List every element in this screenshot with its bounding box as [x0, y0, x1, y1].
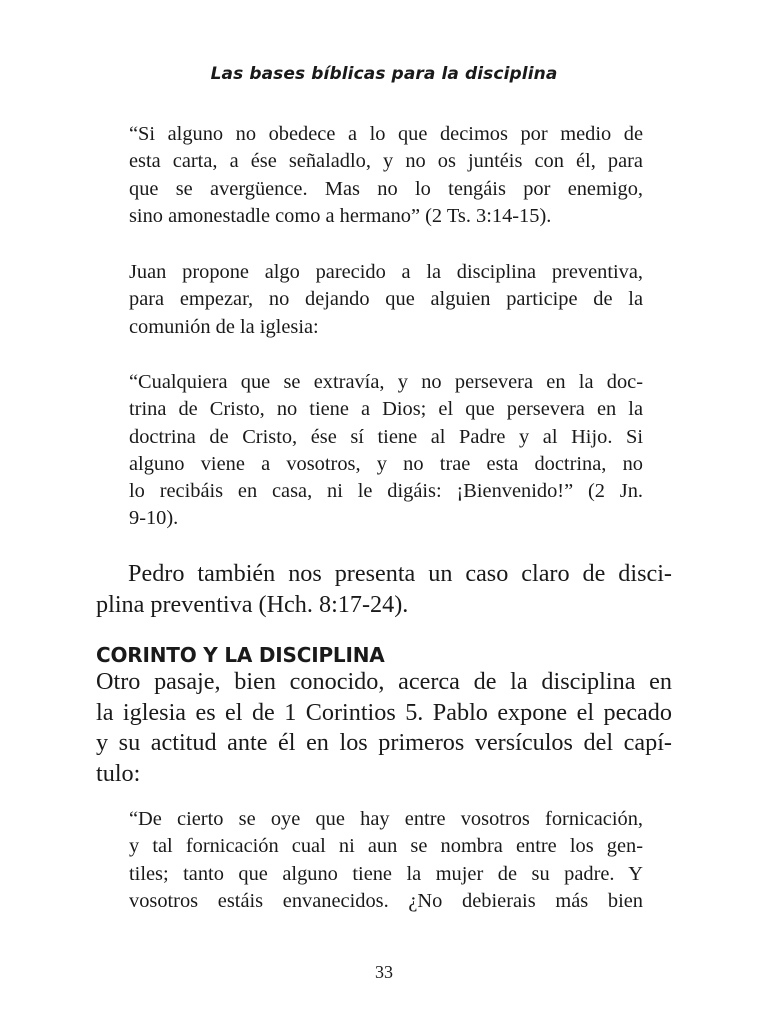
text-line: lo recibáis en casa, ni le digáis: ¡Bienvenido!” (2 Jn. [129, 480, 643, 503]
block-quote-john [129, 369, 643, 533]
page-number: 33 [375, 962, 393, 982]
text-line: “Cualquiera que se extravía, y no persevera en la doc- [129, 371, 643, 393]
text-line: tiles; tanto que alguno tiene la mujer de su padre. Y [129, 862, 643, 885]
text-line: alguno viene a vosotros, y no trae esta doctrina, no [129, 452, 643, 475]
text-line: doctrina de Cristo, ése sí tiene al Padre y al Hijo. Si [129, 425, 643, 448]
text-line: “Si alguno no obedece a lo que decimos por medio de [129, 123, 643, 145]
text-line: “De cierto se oye que hay entre vosotros fornicación, [129, 808, 643, 830]
text-line: vosotros estáis envanecidos. ¿No debierais más bien [129, 889, 643, 912]
text-line: Otro pasaje, bien conocido, acerca de la disciplina en [96, 668, 672, 695]
paragraph-juan [129, 259, 643, 341]
text-line: y su actitud ante él en los primeros versículos del capí- [96, 729, 672, 756]
block-quote-corinthians [129, 806, 643, 915]
running-head: Las bases bíblicas para la disciplina [210, 64, 558, 84]
text-line: sino amonestadle como a hermano” (2 Ts. 3:14-15). [129, 204, 552, 227]
text-line: comunión de la iglesia: [129, 315, 319, 338]
text-line: para empezar, no dejando que alguien participe de la [129, 288, 643, 311]
text-line: plina preventiva (Hch. 8:17-24). [96, 590, 409, 618]
text-line: Pedro también nos presenta un caso claro de disci- [128, 560, 672, 587]
text-line: esta carta, a ése señaladlo, y no os juntéis con él, para [129, 150, 643, 173]
paragraph-pedro [96, 559, 672, 620]
text-line: tulo: [96, 759, 141, 787]
text-line: trina de Cristo, no tiene a Dios; el que persevera en la [129, 398, 643, 421]
paragraph-corinto [96, 667, 672, 789]
text-line: la iglesia es el de 1 Corintios 5. Pablo expone el pecado [96, 698, 672, 726]
text-line: que se avergüence. Mas no lo tengáis por enemigo, [129, 177, 643, 200]
text-line: Juan propone algo parecido a la disciplina preventiva, [129, 261, 643, 283]
text-line: 9-10). [129, 507, 179, 530]
block-quote-thessalonians [129, 121, 643, 230]
text-line: y tal fornicación cual ni aun se nombra entre los gen- [129, 835, 643, 858]
section-heading: CORINTO Y LA DISCIPLINA [96, 643, 385, 667]
